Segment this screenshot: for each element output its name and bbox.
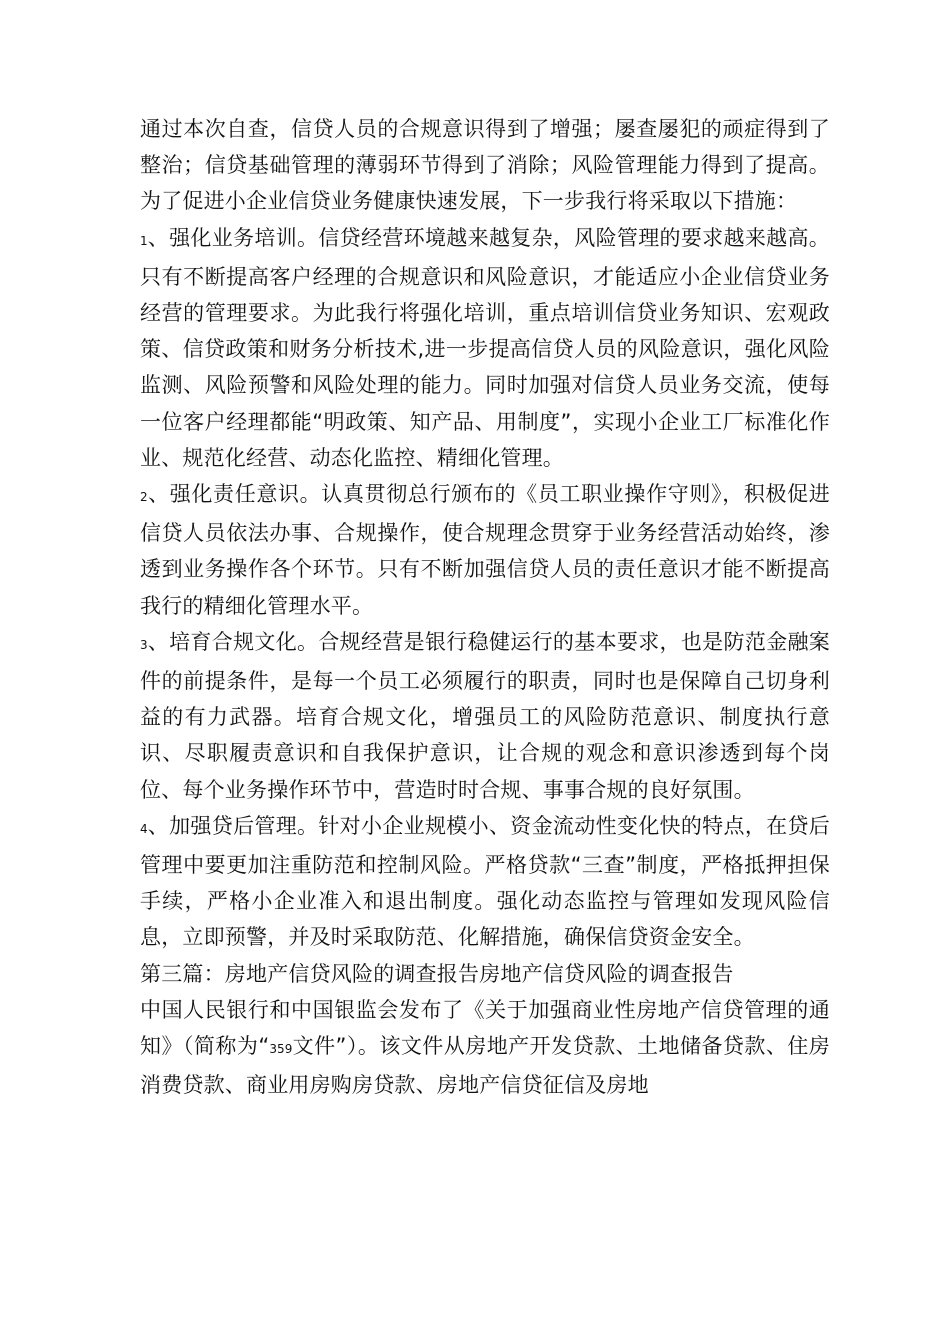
list-item-separator: 、	[147, 629, 170, 654]
list-item-number: 2	[140, 490, 148, 505]
list-item-text: 培育合规文化。合规经营是银行稳健运行的基本要求，也是防范金融案件的前提条件，是每一个员工必须履行的职责，同时也是保障自己切身利益的有力武器。培育合规文化，增强员工的风险防范意识、制度执行意识、尽职履责意识和自我保护意识，让合规的观念和意识渗透到每个岗位、每个业务操作环节中，营造时时合规、事事合规的良好氛围。	[140, 629, 830, 802]
section-text-before: 中国人民银行和中国银监会发布了《关于加强商业性房地产信贷管理的通知》（简称为“	[140, 997, 830, 1059]
section-heading: 第三篇：房地产信贷风险的调查报告房地产信贷风险的调查报告	[140, 961, 734, 986]
list-item-number: 1	[140, 233, 148, 248]
list-item-text: 强化责任意识。认真贯彻总行颁布的《员工职业操作守则》，积极促进信贷人员依法办事、合规操作，使合规理念贯穿于业务经营活动始终，渗透到业务操作各个环节。只有不断加强信贷人员的责任意识才能不断提高我行的精细化管理水平。	[140, 482, 830, 618]
document-body	[140, 111, 830, 1103]
list-item-text: 加强贷后管理。针对小企业规模小、资金流动性变化快的特点，在贷后管理中要更加注重防范和控制风险。严格贷款“三查”制度，严格抵押担保手续，严格小企业准入和退出制度。强化动态监控与管理如发现风险信息，立即预警，并及时采取防范、化解措施，确保信贷资金安全。	[140, 813, 830, 950]
list-item-separator: 、	[147, 813, 170, 838]
list-item-text: 强化业务培训。信贷经营环境越来越复杂，风险管理的要求越来越高。只有不断提高客户经理的合规意识和风险意识，才能适应小企业信贷业务经营的管理要求。为此我行将强化培训，重点培训信贷业务知识、宏观政策、信贷政策和财务分析技术,进一步提高信贷人员的风险意识，强化风险监测、风险预警和风险处理的能力。同时加强对信贷人员业务交流，使每一位客户经理都能“明政策、知产品、用制度”，实现小企业工厂标准化作业、规范化经营、动态化监控、精细化管理。	[140, 225, 830, 470]
list-item-4	[140, 808, 830, 956]
list-item-3	[140, 624, 830, 808]
intro-paragraph: 通过本次自查，信贷人员的合规意识得到了增强；屡查屡犯的顽症得到了整治；信贷基础管理的薄弱环节得到了消除；风险管理能力得到了提高。为了促进小企业信贷业务健康快速发展，下一步我行将采取以下措施：	[140, 117, 830, 214]
section-text-after: 文件”）。该文件从房地产开发贷款、土地储备贷款、住房消费贷款、商业用房购房贷款、房地产信贷征信及房地	[140, 1034, 831, 1098]
list-item-number: 4	[140, 821, 148, 836]
section-file-number: 359	[269, 1042, 293, 1057]
list-item-2	[140, 476, 830, 624]
list-item-1	[140, 220, 830, 476]
list-item-separator: 、	[147, 482, 170, 507]
section-paragraph	[140, 992, 830, 1104]
list-item-separator: 、	[147, 225, 170, 250]
list-item-number: 3	[140, 637, 148, 652]
